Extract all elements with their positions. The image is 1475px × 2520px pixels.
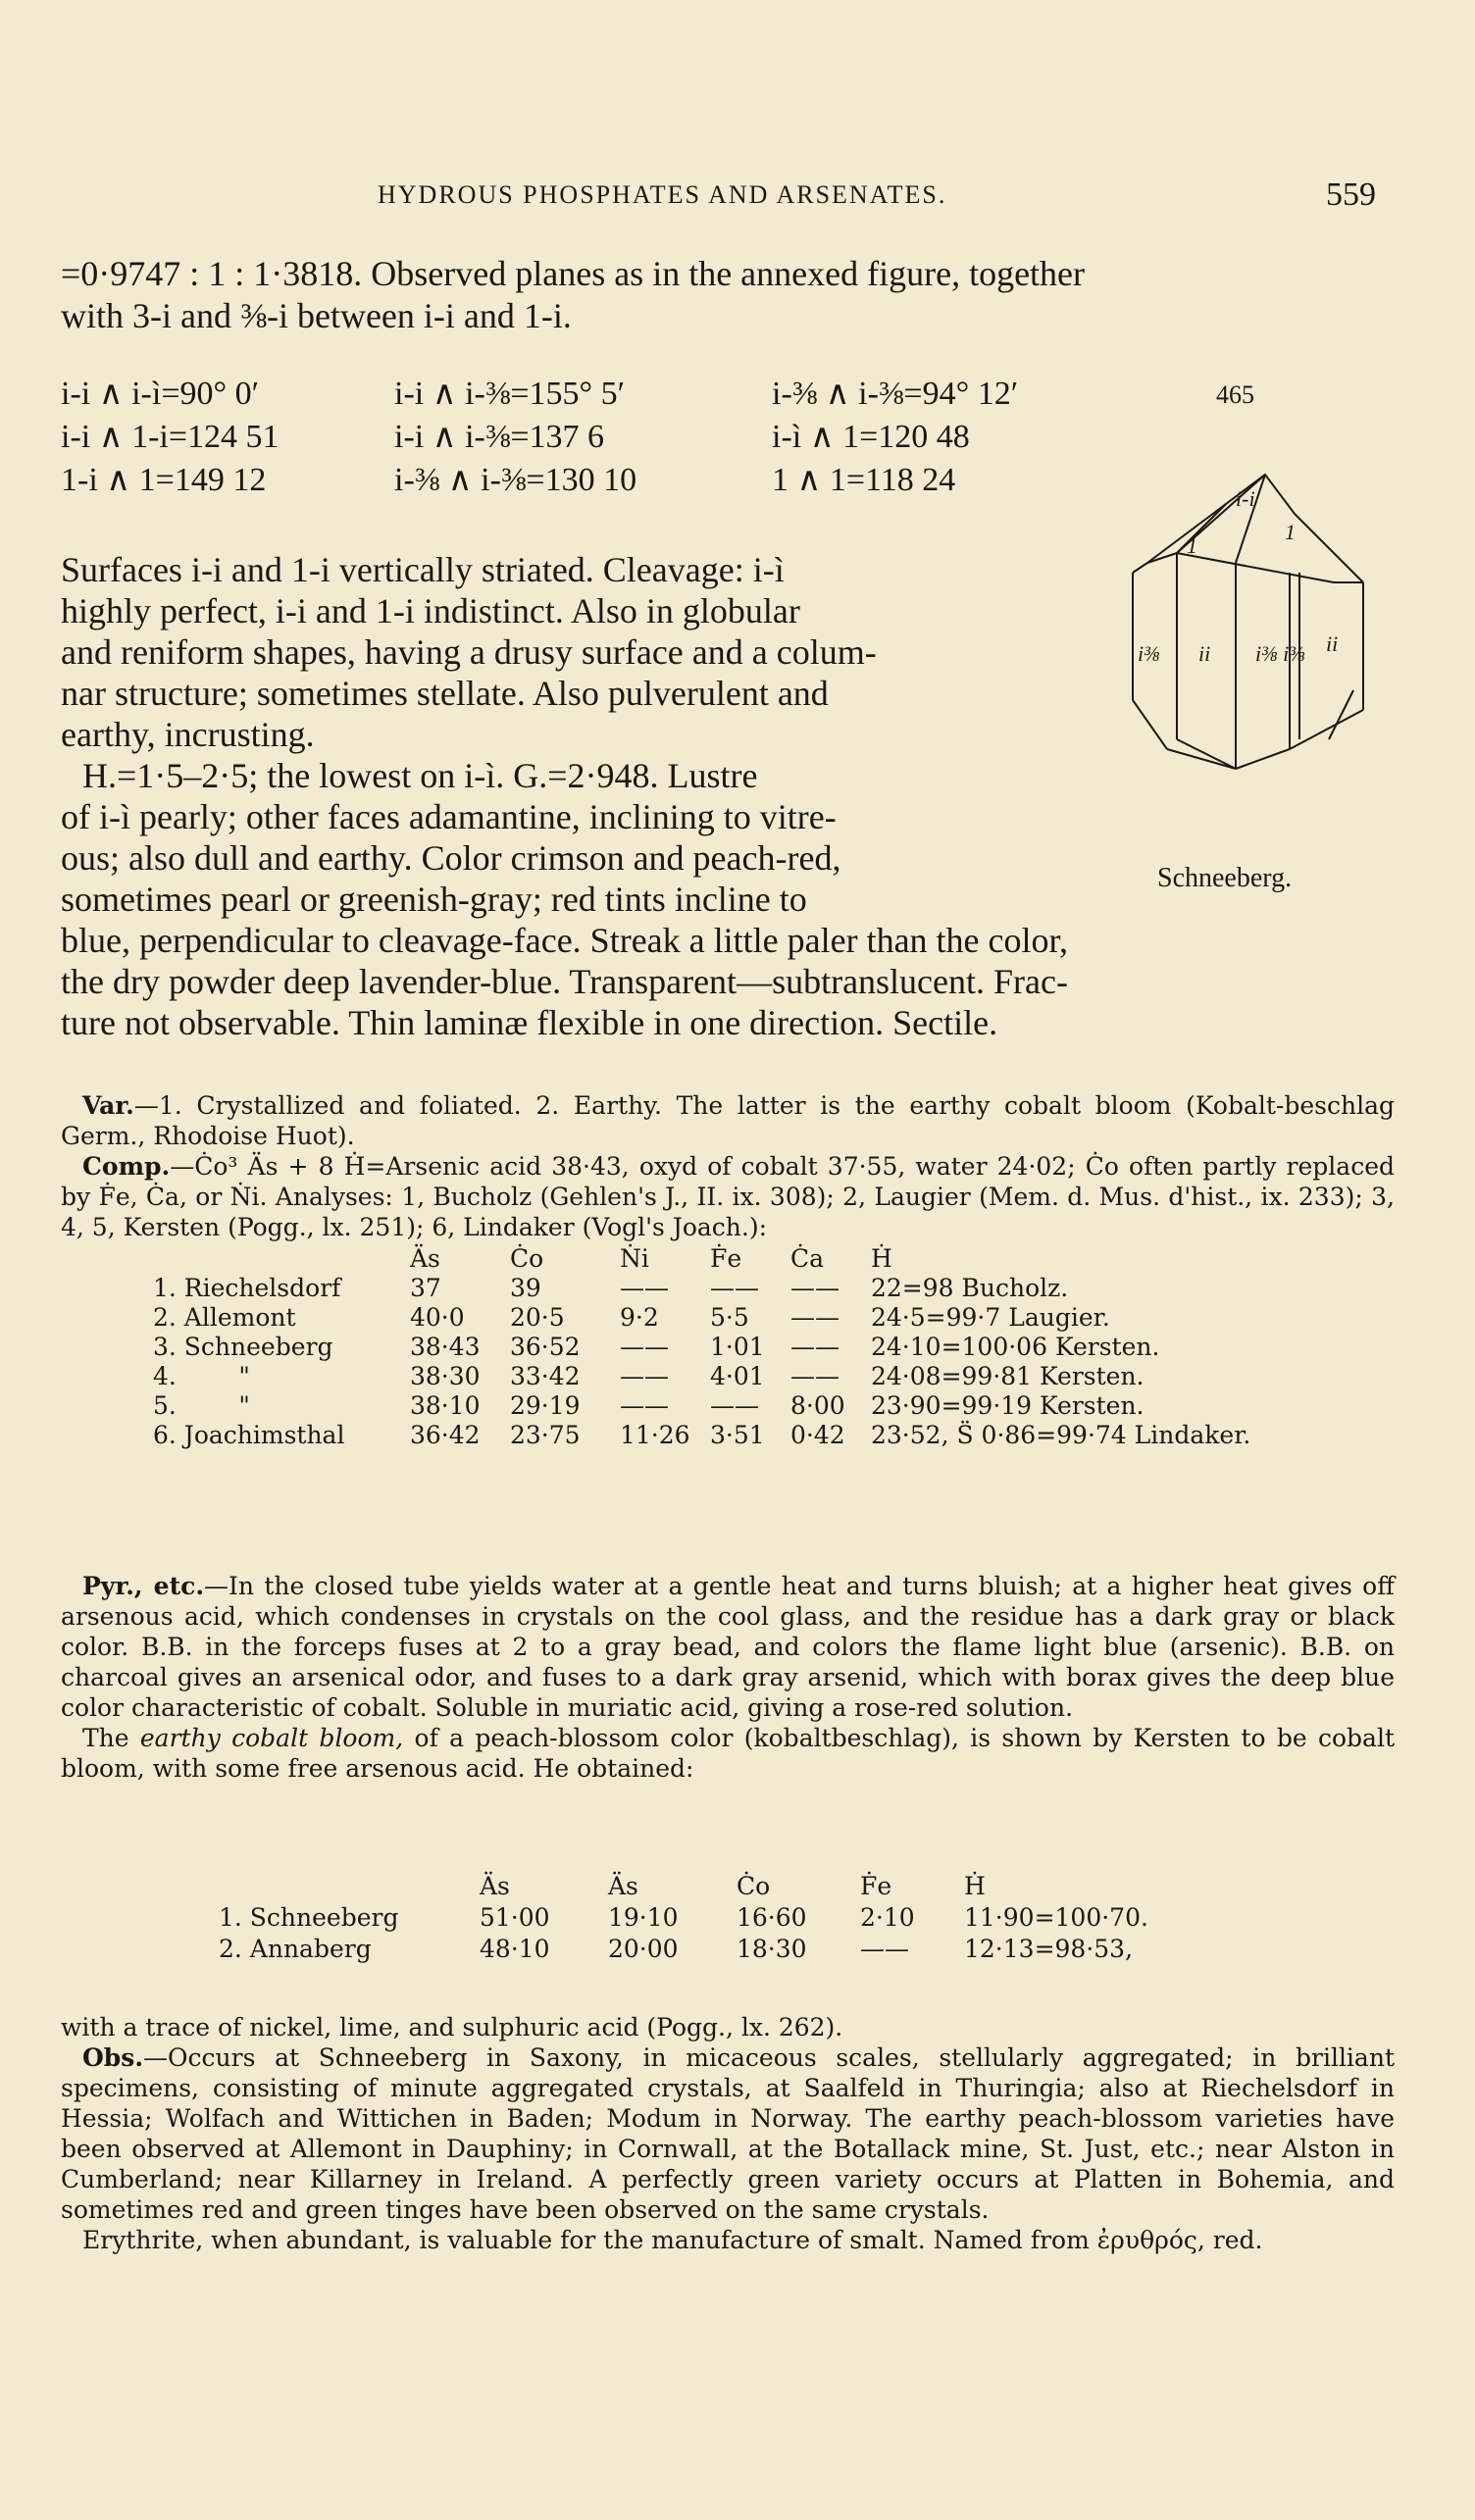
- observations-paragraph: [61, 2042, 1395, 2225]
- angle-cell: i-⅜ ∧ i-⅜=130 10: [394, 462, 637, 498]
- description-line: blue, perpendicular to cleavage-face. Streak a little paler than the color,: [61, 921, 1069, 960]
- variety-paragraph: [61, 1090, 1395, 1151]
- table-cell: 29·19: [510, 1390, 581, 1420]
- description-line: nar structure; sometimes stellate. Also pulverulent and: [61, 674, 829, 713]
- table-cell: ——: [860, 1934, 909, 1963]
- table-cell: 23·90=99·19 Kersten.: [871, 1390, 1144, 1420]
- observations-block: [61, 2012, 1395, 2255]
- observations-label: Obs.: [82, 2043, 144, 2072]
- pyrognostics-label: Pyr., etc.: [82, 1572, 205, 1600]
- angle-cell: i-i ∧ i-⅜=155° 5′: [394, 376, 626, 412]
- description-line: Surfaces i-i and 1-i vertically striated. Cleavage: i-ì: [61, 550, 785, 589]
- table-cell: ——: [790, 1332, 839, 1361]
- table-row: [211, 1933, 1156, 1964]
- composition-label: Comp.: [82, 1152, 171, 1181]
- column-header: Äs: [608, 1871, 638, 1900]
- angle-cell: 1-i ∧ 1=149 12: [61, 462, 267, 498]
- intro-line: =0·9747 : 1 : 1·3818. Observed planes as in the annexed figure, together: [61, 254, 1086, 293]
- table-row: [147, 1420, 1256, 1449]
- table-cell: 51·00: [480, 1902, 550, 1932]
- table-cell: 5·5: [710, 1302, 749, 1332]
- description-line: sometimes pearl or greenish-gray; red tints incline to: [61, 880, 807, 919]
- table-cell: 36·52: [510, 1332, 581, 1361]
- crystal-drawing: [1118, 416, 1402, 867]
- column-header: Ṅi: [620, 1243, 649, 1273]
- figure-label: i-i: [1236, 486, 1255, 511]
- description-line: of i-ì pearly; other faces adamantine, inclining to vitre-: [61, 797, 837, 836]
- variety-label: Var.: [82, 1091, 134, 1120]
- pyrognostics-text: —In the closed tube yields water at a gentle heat and turns bluish; at a higher heat gives off arsenous acid, which condenses in crystals on the cool glass, and the residue has a dark gray or black color. B.B. in the forceps fuses at 2 to a gray bead, and colors the flame light blue (arsenic). B.B. on charcoal gives an arsenical odor, and fuses to a dark gray arsenid, which with borax gives the deep blue color characteristic of cobalt. Soluble in muriatic acid, giving a rose-red solution.: [61, 1572, 1395, 1722]
- table-cell: 0·42: [790, 1420, 845, 1449]
- angle-table: [61, 373, 1110, 502]
- column-header: Äs: [480, 1871, 510, 1900]
- crystal-figure: [1118, 380, 1402, 910]
- table-cell: ——: [710, 1273, 759, 1302]
- table-cell: 24·10=100·06 Kersten.: [871, 1332, 1160, 1361]
- angle-cell: i-i ∧ i-ì=90° 0′: [61, 376, 260, 412]
- table-cell: 3·51: [710, 1420, 765, 1449]
- figure-label: 1: [1285, 520, 1296, 544]
- pyrognostics-paragraph: [61, 1571, 1395, 1723]
- table-cell: ——: [710, 1390, 759, 1420]
- description-full: [61, 920, 1395, 1043]
- table-cell: 6. Joachimsthal: [153, 1420, 345, 1449]
- table-cell: 20·5: [510, 1302, 565, 1332]
- table-row: [147, 1361, 1256, 1390]
- column-header: Äs: [410, 1243, 440, 1273]
- observations-text: —Occurs at Schneeberg in Saxony, in micaceous scales, stellularly aggregated; in brilliant specimens, consisting of minute aggregated crystals, at Saalfeld in Thuringia; also at Riechelsdorf in Hessia; Wolfach and Wittichen in Baden; Modum in Norway. The earthy peach-blossom varieties have been observed at Allemont in Dauphiny; in Cornwall, at the Botallack mine, St. Just, etc.; near Alston in Cumberland; near Killarney in Ireland. A perfectly green variety occurs at Platten in Bohemia, and sometimes red and green tinges have been observed on the same crystals.: [61, 2043, 1395, 2224]
- table-cell: 1·01: [710, 1332, 765, 1361]
- column-header: Ḟe: [860, 1871, 892, 1900]
- angle-row: [61, 416, 1110, 459]
- table-cell: ——: [620, 1332, 669, 1361]
- crystal-edge: [1177, 553, 1334, 582]
- table-cell: 11·26: [620, 1420, 690, 1449]
- crystal-edge: [1147, 553, 1177, 563]
- table-row: [211, 1901, 1156, 1933]
- column-header: Ċo: [510, 1243, 544, 1273]
- table-cell: 2. Annaberg: [219, 1934, 372, 1963]
- table-cell: 18·30: [737, 1934, 807, 1963]
- variety-text: —1. Crystallized and foliated. 2. Earthy. The latter is the earthy cobalt bloom (Kobalt-beschlag Germ., Rhodoise Huot).: [61, 1091, 1395, 1150]
- table-cell: 24·5=99·7 Laugier.: [871, 1302, 1110, 1332]
- figure-label: ii: [1326, 631, 1339, 656]
- table-cell: 12·13=98·53,: [964, 1934, 1134, 1963]
- angle-cell: i-i ∧ 1-i=124 51: [61, 419, 280, 455]
- table-cell: 3. Schneeberg: [153, 1332, 333, 1361]
- table-cell: 24·08=99·81 Kersten.: [871, 1361, 1144, 1390]
- description-line: earthy, incrusting.: [61, 715, 315, 754]
- description-line: H.=1·5–2·5; the lowest on i-ì. G.=2·948. Lustre: [82, 756, 758, 795]
- table-cell: 38·43: [410, 1332, 481, 1361]
- table-cell: ——: [620, 1361, 669, 1390]
- erythrite-paragraph: Erythrite, when abundant, is valuable for the manufacture of smalt. Named from ἐρυθρός, red.: [82, 2226, 1263, 2254]
- column-header: Ċo: [737, 1871, 771, 1900]
- page-number: 559: [1326, 176, 1376, 213]
- column-header: Ḣ: [871, 1243, 892, 1273]
- table-cell: 4. ": [153, 1361, 250, 1390]
- table-cell: 9·2: [620, 1302, 659, 1332]
- table-cell: 39: [510, 1273, 541, 1302]
- table-cell: 22=98 Bucholz.: [871, 1273, 1069, 1302]
- table-cell: 5. ": [153, 1390, 250, 1420]
- table-cell: ——: [620, 1390, 669, 1420]
- kersten-table: [211, 1870, 1156, 1964]
- table-cell: 1. Schneeberg: [219, 1902, 399, 1932]
- table-row: [147, 1390, 1256, 1420]
- figure-label: i⅜: [1138, 641, 1160, 666]
- crystal-base-edge: [1290, 710, 1363, 749]
- column-header: Ċa: [790, 1243, 825, 1273]
- column-header: Ḣ: [964, 1871, 986, 1900]
- table-cell: 40·0: [410, 1302, 465, 1332]
- table-cell: 4·01: [710, 1361, 765, 1390]
- pyrognostics-block: [61, 1571, 1395, 1784]
- table-cell: 38·10: [410, 1390, 481, 1420]
- crystal-base-edge: [1133, 700, 1167, 749]
- crystal-edge: [1133, 563, 1147, 573]
- composition-text: —Ċo³ Äs + 8 Ḣ=Arsenic acid 38·43, oxyd of cobalt 37·55, water 24·02; Ċo often partly replaced by Ḟe, Ċa, or Ṅi. Analyses: 1, Bucholz (Gehlen's J., II. ix. 308); 2, Laugier (Mem. d. Mus. d'hist., ix. 233); 3, 4, 5, Kersten (Pogg., lx. 251); 6, Lindaker (Vogl's Joach.):: [61, 1152, 1395, 1241]
- angle-cell: i-ì ∧ 1=120 48: [772, 419, 970, 455]
- table-cell: 33·42: [510, 1361, 581, 1390]
- angle-cell: 1 ∧ 1=118 24: [772, 462, 956, 498]
- figure-label: 1: [1187, 533, 1197, 558]
- analyses-table: [147, 1243, 1256, 1449]
- trace-paragraph: with a trace of nickel, lime, and sulphuric acid (Pogg., lx. 262).: [61, 2013, 843, 2041]
- variety-composition-block: [61, 1090, 1395, 1242]
- figure-label: ii: [1198, 641, 1211, 666]
- crystal-top-edge: [1147, 475, 1363, 582]
- table-cell: ——: [790, 1361, 839, 1390]
- table-cell: ——: [790, 1273, 839, 1302]
- table-cell: 16·60: [737, 1902, 807, 1932]
- description-line: the dry powder deep lavender-blue. Transparent—subtranslucent. Frac-: [61, 962, 1068, 1001]
- figure-number: 465: [1216, 380, 1254, 409]
- table-cell: 1. Riechelsdorf: [153, 1273, 341, 1302]
- table-cell: 36·42: [410, 1420, 481, 1449]
- column-header: [147, 1243, 404, 1273]
- table-cell: 2·10: [860, 1902, 915, 1932]
- table-header-row: [211, 1870, 1156, 1901]
- description-line: ous; also dull and earthy. Color crimson and peach-red,: [61, 838, 841, 878]
- figure-label: i⅜ i⅜: [1255, 641, 1305, 666]
- earthy-paragraph: [61, 1723, 1395, 1784]
- description-narrow: [61, 549, 1100, 920]
- table-row: [147, 1302, 1256, 1332]
- angle-row: [61, 459, 1110, 502]
- earthy-italic: earthy cobalt bloom,: [139, 1724, 404, 1752]
- table-cell: 38·30: [410, 1361, 481, 1390]
- column-header: [211, 1870, 472, 1901]
- intro-line: with 3-i and ⅜-i between i-i and 1-i.: [61, 296, 572, 335]
- table-cell: 2. Allemont: [153, 1302, 296, 1332]
- page-header: [0, 176, 1475, 216]
- crystal-base-edge: [1236, 749, 1290, 769]
- table-row: [147, 1273, 1256, 1302]
- composition-paragraph: [61, 1151, 1395, 1242]
- table-cell: ——: [620, 1273, 669, 1302]
- angle-row: [61, 373, 1110, 416]
- table-cell: 20·00: [608, 1934, 679, 1963]
- crystal-edge: [1177, 504, 1226, 553]
- angle-cell: i-i ∧ i-⅜=137 6: [394, 419, 605, 455]
- earthy-text: of a peach-blossom color (kobaltbeschlag), is shown by Kersten to be cobalt bloom, with some free arsenous acid. He obtained:: [61, 1724, 1396, 1783]
- table-header-row: [147, 1243, 1256, 1273]
- description-line: ture not observable. Thin laminæ flexible in one direction. Sectile.: [61, 1003, 998, 1042]
- description-line: and reniform shapes, having a drusy surface and a colum-: [61, 632, 877, 672]
- intro-paragraph: [61, 253, 1395, 337]
- table-cell: 48·10: [480, 1934, 550, 1963]
- crystal-edge: [1329, 690, 1353, 739]
- table-cell: 23·52, S̈ 0·86=99·74 Lindaker.: [871, 1420, 1251, 1449]
- description-line: highly perfect, i-i and 1-i indistinct. Also in globular: [61, 591, 800, 630]
- table-cell: 23·75: [510, 1420, 581, 1449]
- earthy-text: The: [82, 1724, 140, 1752]
- running-title: HYDROUS PHOSPHATES AND ARSENATES.: [378, 180, 947, 209]
- table-cell: 11·90=100·70.: [964, 1902, 1148, 1932]
- table-cell: 19·10: [608, 1902, 679, 1932]
- figure-caption: Schneeberg.: [1157, 863, 1293, 893]
- column-header: Ḟe: [710, 1243, 742, 1273]
- table-cell: 37: [410, 1273, 441, 1302]
- angle-cell: i-⅜ ∧ i-⅜=94° 12′: [772, 376, 1019, 412]
- table-cell: ——: [790, 1302, 839, 1332]
- table-cell: 8·00: [790, 1390, 845, 1420]
- table-row: [147, 1332, 1256, 1361]
